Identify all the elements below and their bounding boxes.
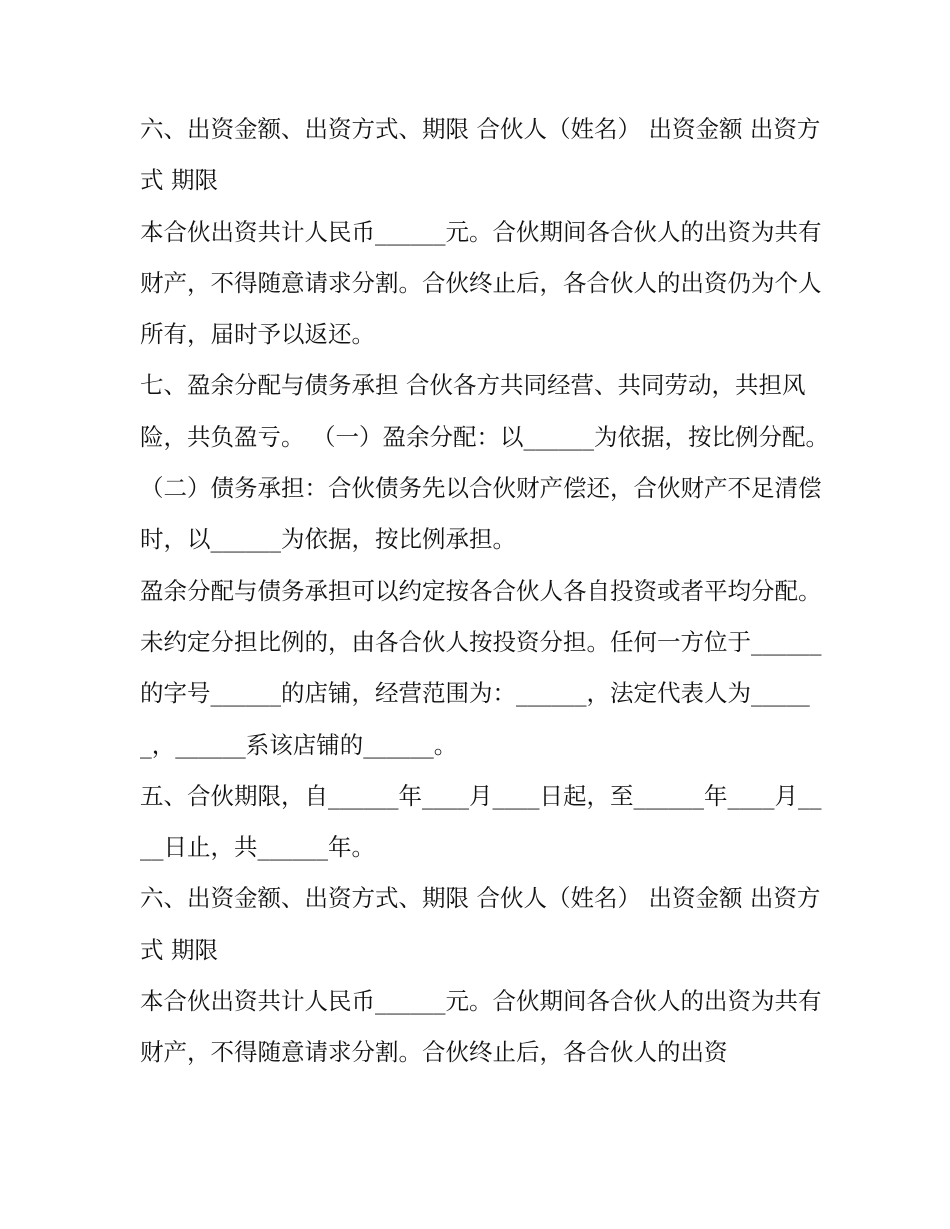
paragraph-contribution-heading: 六、出资金额、出资方式、期限 合伙人（姓名） 出资金额 出资方式 期限 bbox=[140, 115, 821, 195]
paragraph-contribution-total-repeat: 本合伙出资共计人民币______元。合伙期间各合伙人的出资为共有财产，不得随意请求分割。合伙终止后，各合伙人的出资 bbox=[140, 987, 822, 1067]
paragraph-partnership-term: 五、合伙期限，自______年____月____日起，至______年____月____日止，共______年。 bbox=[140, 781, 822, 862]
paragraph-allocation-agreement: 盈余分配与债务承担可以约定按各合伙人各自投资或者平均分配。未约定分担比例的，由各合伙人按投资分担。任何一方位于______的字号______的店铺，经营范围为：______，法定代表人为______，______系该店铺的______。 bbox=[140, 576, 822, 759]
paragraph-contribution-total: 本合伙出资共计人民币______元。合伙期间各合伙人的出资为共有财产，不得随意请求分割。合伙终止后，各合伙人的出资仍为个人所有，届时予以返还。 bbox=[140, 217, 822, 349]
document-body bbox=[140, 104, 830, 1079]
paragraph-debt-bearing: （二）债务承担：合伙债务先以合伙财产偿还，合伙财产不足清偿时，以______为依据，按比例承担。 bbox=[140, 474, 822, 554]
paragraph-contribution-heading-repeat: 六、出资金额、出资方式、期限 合伙人（姓名） 出资金额 出资方式 期限 bbox=[140, 884, 821, 964]
paragraph-profit-distribution: 七、盈余分配与债务承担 合伙各方共同经营、共同劳动，共担风险，共负盈亏。 （一）盈余分配：以______为依据，按比例分配。 bbox=[140, 371, 829, 451]
